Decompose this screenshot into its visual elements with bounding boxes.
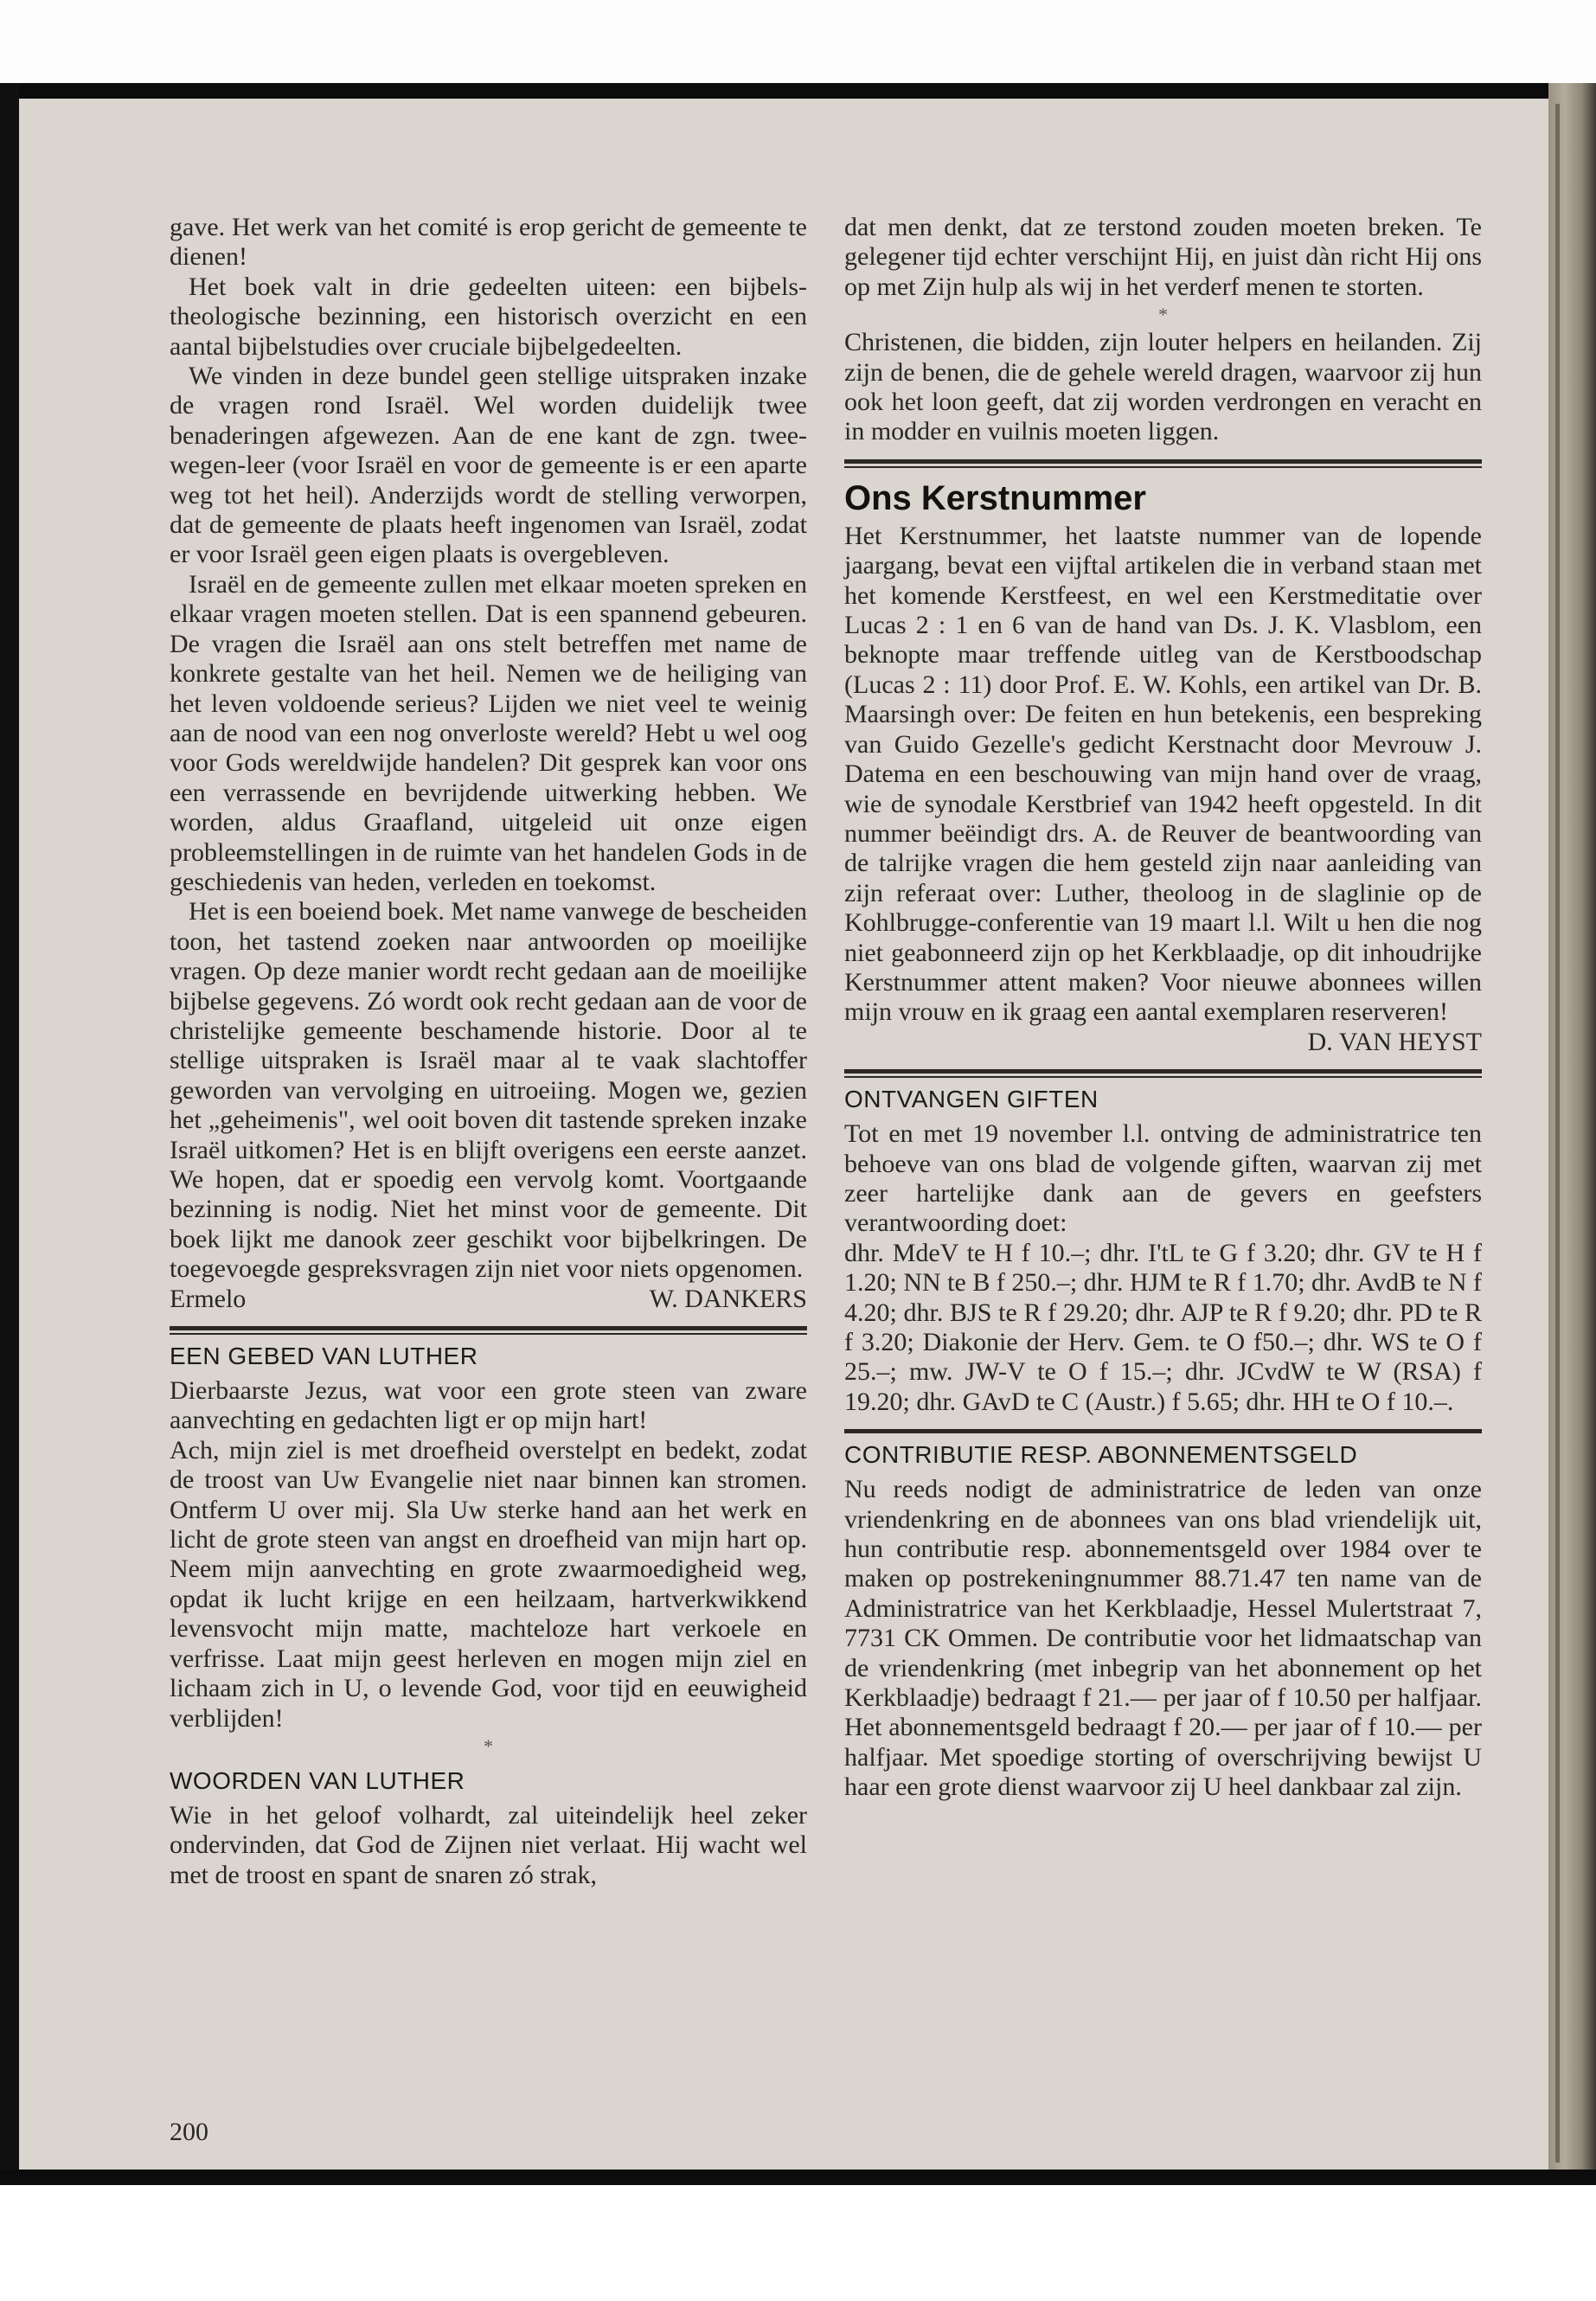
giften-paragraph: Tot en met 19 november l.l. ontving de administratrice ten behoeve van ons blad de volgende giften, waarvan zij met zeer hartelijke dank aan de gevers en geefsters verantwoording doet: — [844, 1119, 1482, 1238]
asterisk-separator: * — [1158, 304, 1168, 326]
signature-place: Ermelo — [170, 1284, 247, 1313]
scan-background-top — [0, 0, 1596, 83]
review-paragraph: Israël en de gemeente zullen met elkaar moeten spreken en elkaar vragen moeten stellen. Dat is een spannend gebeuren. De vragen die Israël aan ons stelt betreffen met name de konkrete gestalte van het heil. Nemen we de heiliging van het leven voldoende serieus? Lijden we niet veel te weinig aan de nood van een nog onverloste wereld? Hebt u wel oog voor Gods wereldwijde handelen? Dit gesprek kan voor ons een verrassende en bevrijdende uitwerking hebben. We worden, aldus Graafland, uitgeleid uit onze eigen probleemstellingen in de ruimte van het handelen Gods in de geschiedenis van heden, verleden en toekomst. — [170, 569, 807, 896]
review-paragraph: We vinden in deze bundel geen stellige uitspraken inzake de vragen rond Israël. Wel worden duidelijk twee benaderingen afgewezen. Aan de ene kant de zgn. twee-wegen-leer (voor Israël en voor de gemeente is er een aparte weg tot het heil). Anderzijds wordt de stelling verworpen, dat de gemeente de plaats heeft ingenomen van Israël, zodat er voor Israël geen eigen plaats is overgebleven. — [170, 362, 807, 569]
binding-shadow-line — [1555, 104, 1560, 2163]
contributie-paragraph: Nu reeds nodigt de administratrice de leden van onze vriendenkring en de abonnees van ons blad vriendelijk uit, hun contributie resp. abonnementsgeld over 1984 over te maken op postrekeningnummer 88.71.47 ten name van de Administratrice van het Kerkblaadje, Hessel Mulertstraat 7, 7731 CK Ommen. De contributie voor het lidmaatschap van de vriendenkring (met inbegrip van het abonnement op het Kerkblaadje) bedraagt f 21.— per jaar of f 10.50 per halfjaar. Het abonnementsgeld bedraagt f 20.— per jaar of f 10.— per halfjaar. Met spoedige storting of overschrijving bewijst U haar een grote dienst waarvoor zij U heel dankbaar zal zijn. — [844, 1475, 1482, 1802]
gebed-paragraph: Dierbaarste Jezus, wat voor een grote steen van zware aanvechting en gedachten ligt er op mijn hart! — [170, 1376, 807, 1435]
section-divider-thin — [844, 1076, 1482, 1078]
book-review-article — [170, 213, 807, 1314]
giften-section — [844, 1085, 1482, 1417]
feature-heading: Ons Kerstnummer — [844, 478, 1146, 517]
right-column — [844, 213, 1482, 1803]
scan-background-bottom — [0, 2185, 1596, 2301]
section-heading: ONTVANGEN GIFTEN — [844, 1086, 1099, 1113]
section-divider-thin — [170, 1333, 807, 1335]
section-divider — [170, 1326, 807, 1330]
continuation-paragraph: dat men denkt, dat ze terstond zouden moeten breken. Te gelegener tijd echter verschijnt Hij, en juist dàn richt Hij ons op met Zijn hulp als wij in het verderf menen te storten. — [844, 213, 1482, 301]
review-signature — [170, 1285, 807, 1314]
kerstnummer-section — [844, 478, 1482, 1057]
section-divider-thin — [844, 466, 1482, 468]
woorden-section — [170, 1766, 807, 1890]
gebed-section — [170, 1342, 807, 1759]
contributie-section — [844, 1440, 1482, 1802]
luther-continuation — [844, 213, 1482, 447]
section-heading: EEN GEBED VAN LUTHER — [170, 1343, 478, 1370]
section-heading: WOORDEN VAN LUTHER — [170, 1766, 465, 1794]
giften-list: dhr. MdeV te H f 10.–; dhr. I'tL te G f 3.20; dhr. GV te H f 1.20; NN te B f 250.–; dhr. HJM te R f 1.70; dhr. AvdB te N f 4.20; dhr. BJS te R f 29.20; dhr. AJP te R f 9.20; dhr. PD te R f 3.20; Diakonie der Herv. Gem. te O f50.–; dhr. WS te O f 25.–; mw. JW-V te O f 15.–; dhr. JCvdW te W (RSA) f 19.20; dhr. GAvD te C (Austr.) f 5.65; dhr. HH te O f 10.–. — [844, 1238, 1482, 1416]
section-divider — [844, 1069, 1482, 1074]
section-divider — [844, 1429, 1482, 1433]
page-number: 200 — [170, 2118, 208, 2146]
section-divider — [844, 459, 1482, 464]
scan-frame-bottom — [0, 2170, 1596, 2185]
scan-frame-left — [0, 83, 19, 2185]
section-heading: CONTRIBUTIE RESP. ABONNEMENTSGELD — [844, 1441, 1358, 1469]
review-paragraph: gave. Het werk van het comité is erop gericht de gemeente te dienen! — [170, 213, 807, 272]
kerstnummer-paragraph: Het Kerstnummer, het laatste nummer van de lopende jaargang, bevat een vijftal artikelen die in verband staan met het komende Kerstfeest, en wel een Kerstmeditatie over Lucas 2 : 1 en 6 van de hand van Ds. J. K. Vlasblom, een beknopte maar treffende uitleg van de Kerstboodschap (Lucas 2 : 11) door Prof. E. W. Kohls, een artikel van Dr. B. Maarsingh over: De feiten en hun betekenis, een bespreking van Guido Gezelle's gedicht Kerstnacht door Mevrouw J. Datema en een beschouwing van mijn hand over de vraag, wie de synodale Kerstbrief van 1942 heeft opgesteld. In dit nummer beëindigt drs. A. de Reuver de beantwoording van de talrijke vragen die hem gesteld zijn naar aanleiding van zijn referaat over: Luther, theoloog in de slaglinie op de Kohlbrugge-conferentie van 19 maart l.l. Wilt u hen die nog niet geabonneerd zijn op het Kerkblaadje, op dit inhoudrijke Kerstnummer attent maken? Voor nieuwe abonnees willen mijn vrouw en ik graag een aantal exemplaren reserveren! — [844, 521, 1482, 1027]
left-column — [170, 213, 807, 1890]
continuation-paragraph: Christenen, die bidden, zijn louter helpers en heilanden. Zij zijn de benen, die de gehele wereld dragen, waarvoor zij hun ook het loon geeft, dat zij worden verdrongen en veracht en in modder en vuilnis moeten liggen. — [844, 328, 1482, 446]
woorden-paragraph: Wie in het geloof volhardt, zal uiteindelijk heel zeker ondervinden, dat God de Zijnen niet verlaat. Hij wacht wel met de troost en spant de snaren zó strak, — [170, 1800, 807, 1889]
asterisk-separator: * — [484, 1734, 493, 1757]
signature-name: W. DANKERS — [649, 1284, 807, 1313]
gebed-paragraph: Ach, mijn ziel is met droefheid overstelpt en bedekt, zodat de troost van Uw Evangelie niet naar binnen kan stromen. Ontferm U over mij. Sla Uw sterke hand aan het werk en licht de grote steen van angst en droefheid van mijn hart op. Neem mijn aanvechting en grote zwaarmoedigheid weg, opdat ik lucht krijge en een heilzaam, hartverkwikkend levensvocht mijn matte, machteloze hart verkoele en verfrisse. Laat mijn geest herleven en mogen mijn ziel en lichaam zich in U, o levende God, voor tijd en eeuwigheid verblijden! — [170, 1435, 807, 1733]
review-paragraph: Het boek valt in drie gedeelten uiteen: een bijbels-theologische bezinning, een historisch overzicht en een aantal bijbelstudies over cruciale bijbelgedeelten. — [170, 272, 807, 361]
review-paragraph: Het is een boeiend boek. Met name vanwege de bescheiden toon, het tastend zoeken naar antwoorden op moeilijke vragen. Op deze manier wordt recht gedaan aan de moeilijke bijbelse gegevens. Zó wordt ook recht gedaan aan de voor de christelijke gemeente beschamende historie. Door al te stellige uitspraken is Israël maar al te vaak slachtoffer geworden van vervolging en uitroeiing. Mogen we, gezien het „geheimenis", wel ooit boven dit tastende spreken inzake Israël uitkomen? Het is en blijft overigens een eerste aanzet. We hopen, dat er spoedig een vervolg komt. Voortgaande bezinning is nodig. Niet het minst voor de gemeente. Dit boek lijkt me danook zeer geschikt voor bijbelkringen. De toegevoegde gespreksvragen zijn niet voor niets opgenomen. — [170, 897, 807, 1284]
kerstnummer-signature: D. VAN HEYST — [1307, 1027, 1482, 1056]
